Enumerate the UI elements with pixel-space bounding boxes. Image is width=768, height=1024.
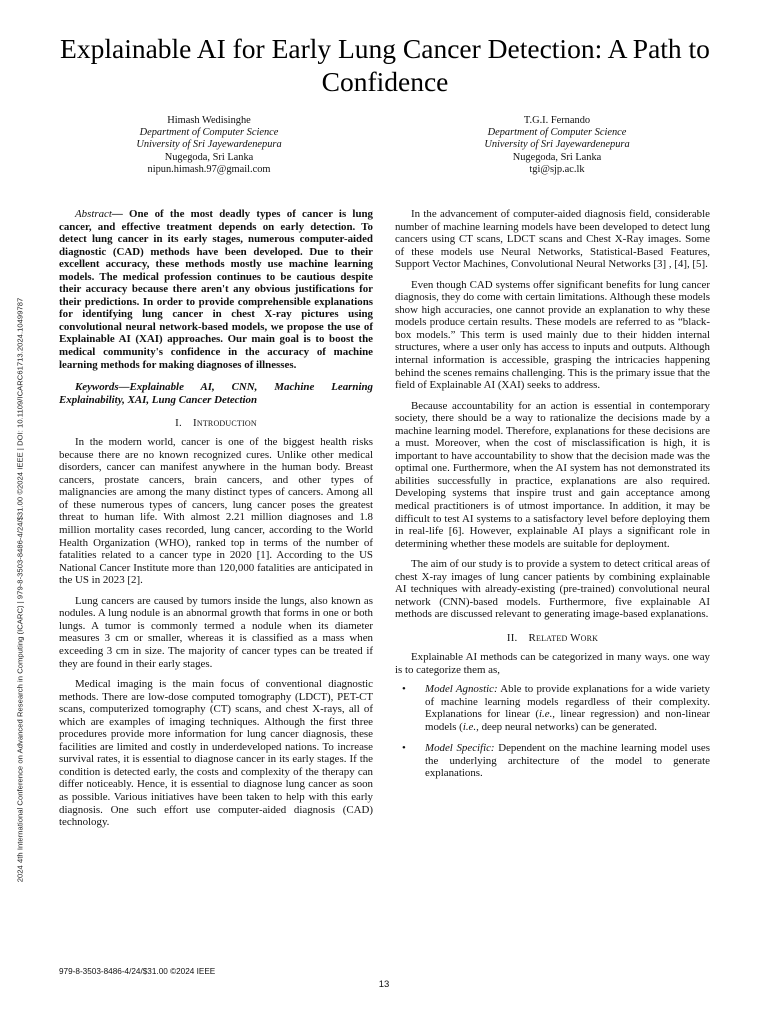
xai-category-list: [395, 683, 710, 780]
section-heading-introduction: I. Introduction: [175, 417, 257, 430]
list-item: [395, 683, 710, 733]
author-block-2: [442, 115, 672, 176]
body-paragraph: The aim of our study is to provide a system to detect critical areas of chest X-ray images of lung cancer patients by combining explainable AI techniques with already-existing (pre-trained) convolutional neural network (CNN)-based models. Furthermore, five explainable AI methods are discussed relevant to generating image-based explanations.: [395, 558, 710, 621]
abstract-dash: —: [111, 208, 123, 220]
author-department: Department of Computer Science: [139, 127, 279, 139]
right-column: [395, 208, 710, 789]
author-name: T.G.I. Fernando: [523, 115, 591, 126]
page-number: 13: [378, 979, 390, 990]
body-paragraph: Lung cancers are caused by tumors inside the lungs, also known as nodules. A lung nodule is an abnormal growth that forms in one or both lungs. A tumor is commonly termed a nodule when its diameter measures 3 cm or smaller, whereas it is classified as a mass when exceeding 3 cm in size. The majority of cancer types can be treated if they are found in their early stages.: [59, 594, 373, 670]
list-item-text: Able to provide explanations for a wide variety of machine learning models regardless of their complexity. Explanations for linear (: [425, 683, 710, 721]
author-location: Nugegoda, Sri Lanka: [512, 151, 602, 163]
left-column: [59, 208, 373, 829]
abstract-text: One of the most deadly types of cancer is lung cancer, and effective treatment depends on early detection. To detect lung cancer in its early stages, numerous computer-aided diagnostic (CAD) methods have been developed. Due to their excellent accuracy, these methods mostly use machine learning models. The medical profession continues to be cautious despite their accuracy because there aren't any obvious justifications for their predictions. In order to provide comprehensible explanations for identifying lung cancer in chest X-ray pictures using convolutional neural network-based models, we propose the use of Explainable AI (XAI) approaches. Our main goal is to boost the medical community's confidence in the accuracy of machine learning methods for making diagnoses of illnesses.: [59, 208, 373, 371]
author-email[interactable]: nipun.himash.97@gmail.com: [147, 163, 271, 175]
body-paragraph: In the modern world, cancer is one of the biggest health risks because there are no known recognized cures. Unlike other medical disorders, cancer can manifest anywhere in the human body. Breast cancers, prostate cancers, brain cancers, and other types of malignancies are among the many distinct types of cancers. Among all of these numerous types of cancers, lung cancer poses the greatest threat to human life. With almost 2.21 million diagnoses and 1.8 million mortality cases recorded, lung cancer, according to the World Health Organization (WHO), ranked top in terms of the number of fatalities related to a cancer type in 2020 [1]. According to the US National Cancer Institute more than 120,000 fatalities are anticipated in the US in 2023 [2].: [59, 436, 373, 587]
list-item-abbrev: i.e.,: [462, 720, 479, 733]
author-block-1: [94, 115, 324, 176]
list-item: [395, 742, 710, 780]
section-heading-related-work: II. Related Work: [506, 631, 599, 644]
bullet-icon: •: [402, 742, 406, 755]
list-item-abbrev: i.e.,: [538, 708, 556, 721]
paper-title: Explainable AI for Early Lung Cancer Detection: A Path to Confidence: [60, 33, 710, 97]
author-location: Nugegoda, Sri Lanka: [164, 151, 254, 163]
body-paragraph: Even though CAD systems offer significant benefits for lung cancer diagnosis, they do come with certain limitations. Although these models show high accuracies, one cannot provide an explanation to why these models produce certain results. These models are referred to as “black-box models.” This term is used mainly due to their hidden internal structures, where a user only has access to inputs and outputs. Although internal information is accessible, grasping the intricacies happening behind the scenes remains challenging. This is the primary issue that the field of Explainable AI (XAI) seeks to address.: [395, 278, 710, 392]
author-university: University of Sri Jayewardenepura: [136, 139, 282, 151]
list-item-text: linear regression) and non-linear models (: [425, 708, 710, 733]
abstract: [59, 208, 373, 371]
ieee-copyright-sidebar: [13, 0, 27, 1024]
author-name: Himash Wedisinghe: [167, 115, 251, 126]
body-paragraph: Explainable AI methods can be categorized in many ways. one way is to categorize them as,: [395, 650, 710, 676]
author-university: University of Sri Jayewardenepura: [484, 139, 630, 151]
list-item-term: Model Specific:: [425, 742, 495, 755]
author-department: Department of Computer Science: [487, 127, 627, 139]
footer-copyright: 979-8-3503-8486-4/24/$31.00 ©2024 IEEE: [59, 967, 216, 976]
list-item-text: Dependent on the machine learning model uses the underlying architecture of the model to generate explanations.: [425, 742, 710, 780]
body-paragraph: Medical imaging is the main focus of conventional diagnostic methods. There are low-dose computed tomography (LDCT), PET-CT scans, computerized tomography (CT) scans, and chest X-rays, all of which are examples of imaging techniques. Although the first three procedures provide more information for lung cancer diagnosis, these facilities are limited and costly in underdeveloped nations. To increase survival rates, it is essential to diagnose cancer in its early stages. If the condition is detected early, the costs and complexity of the therapy can differ noticeably. Hence, it is essential to diagnose lung cancer as soon as possible. Various initiatives have been taken to help with this early diagnosis. One such effort use computer-aided diagnosis (CAD) technology.: [59, 678, 373, 829]
sidebar-text: 2024 4th International Conference on Advanced Research in Computing (ICARC) | 979-8-3503-8486-4/24/$31.00 ©2024 IEEE | DOI: 10.1109/ICARC61713.2024.10499787: [15, 297, 25, 883]
keywords: Keywords—Explainable AI, CNN, Machine Learning Explainability, XAI, Lung Cancer Detection: [59, 381, 373, 406]
list-item-text: deep neural networks) can be generated.: [478, 720, 657, 733]
abstract-lead: Abstract: [75, 208, 112, 220]
author-email[interactable]: tgi@sjp.ac.lk: [529, 163, 585, 175]
list-item-term: Model Agnostic:: [425, 683, 498, 696]
bullet-icon: •: [402, 683, 406, 696]
body-paragraph: In the advancement of computer-aided diagnosis field, considerable number of machine learning models have been developed to detect lung cancers using CT scans, LDCT scans and Chest X-Ray images. Some of these models use Neural Networks, Statistical-Based Features, Support Vector Machines, Convolutional Neural Networks [3] , [4], [5].: [395, 208, 710, 271]
body-paragraph: Because accountability for an action is essential in contemporary society, there should be a way to rationalize the decisions made by a machine learning model. Therefore, explanations for these decisions are a must. Moreover, when the cost of misclassification is high, it is important to have accountability to show that the decision made was the optimal one. Furthermore, when the AI system has not demonstrated its abilities successfully in practice, explanations are also required. Developing systems that inspire trust and gain acceptance among medical practitioners is of utmost importance. In addition, it may be difficult to test AI systems to a satisfactory level before deploying them in real-life [6]. However, explainable AI plays a significant role in determining whether these models are suitable for deployment.: [395, 399, 710, 550]
